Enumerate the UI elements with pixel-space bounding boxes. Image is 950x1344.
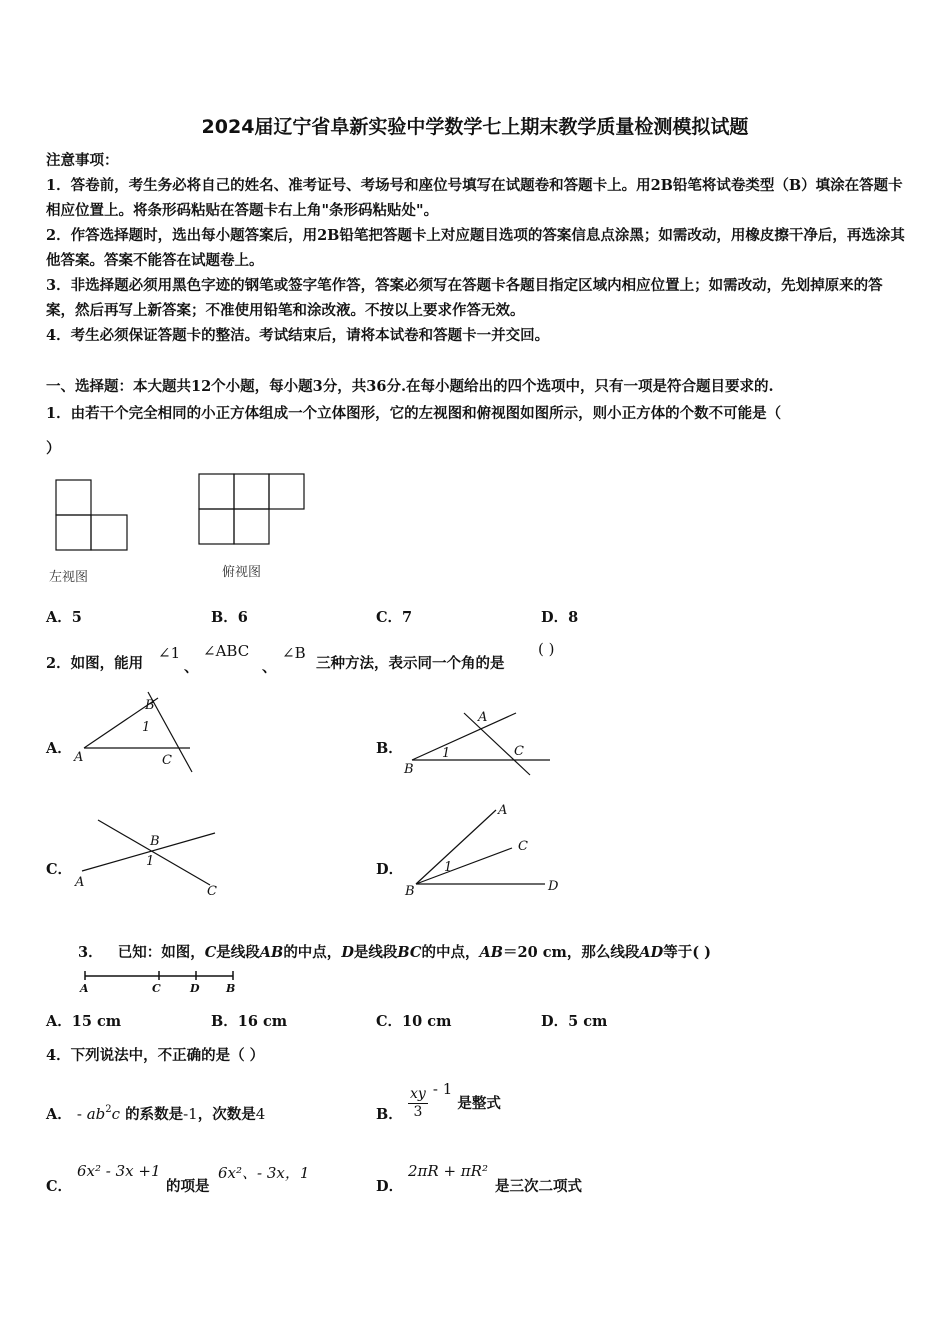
q3-text: 已知：如图，: [117, 944, 205, 961]
q3-var: AB: [259, 944, 284, 961]
q4-option-c-label: C．: [46, 1178, 73, 1195]
page-title: 2024届辽宁省阜新实验中学数学七上期末教学质量检测模拟试题: [201, 116, 749, 138]
q4-a-expression: [77, 1105, 120, 1123]
q3-option-d: D．5 cm: [541, 1013, 608, 1030]
q2-stem-prefix: 2．如图，能用: [46, 655, 144, 672]
q4-option-label: A．: [46, 1106, 72, 1123]
q4-option-b-label: B．: [376, 1106, 403, 1123]
fig-label: A: [478, 710, 488, 725]
q4-d-text: 是三次二项式: [495, 1178, 582, 1195]
fig-label: 1: [444, 860, 453, 875]
q4-c-text: 的项是: [166, 1178, 210, 1195]
q3-var: AB: [479, 944, 503, 961]
q1-option-b: B．6: [211, 609, 248, 626]
fig-label: A: [80, 982, 89, 995]
q1-left-view-figure: [50, 476, 140, 556]
q4-stem: 4．下列说法中，不正确的是（ ）: [46, 1047, 265, 1064]
fig-label: C: [207, 884, 217, 899]
fig-label: D: [548, 879, 559, 894]
q3-text: 的中点，: [421, 944, 480, 961]
fraction-denominator: 3: [413, 1104, 423, 1120]
math-text: c: [111, 1105, 121, 1123]
q4-option-a: [46, 1103, 265, 1124]
q2-option-b-label: B．: [376, 740, 403, 757]
q4-text: 是整式: [457, 1095, 501, 1112]
q1-top-view-label: 俯视图: [222, 565, 262, 580]
q1-option-d: D．8: [541, 609, 579, 626]
q2-figure-d: [400, 798, 570, 898]
fig-label: A: [498, 803, 508, 818]
notes-item: 4．考生必须保证答题卡的整洁。考试结束后，请将本试卷和答题卡一并交回。: [46, 327, 550, 344]
fig-label: B: [404, 762, 414, 777]
q3-text: ＝20 cm，那么线段: [502, 944, 640, 961]
q3-option-b: B．16 cm: [211, 1013, 288, 1030]
fig-label: 1: [142, 720, 151, 735]
math-text: -: [76, 1105, 82, 1123]
q1-option-a: A．5: [46, 609, 82, 626]
q3-option-a: A．15 cm: [46, 1013, 122, 1030]
q4-c-expression: 6x² - 3x +1: [77, 1162, 161, 1180]
math-text: ab: [86, 1105, 106, 1123]
q3-number: 3．: [78, 944, 103, 961]
fig-label: B: [145, 698, 155, 713]
fig-label: A: [74, 750, 84, 765]
q2-paren: ( ): [538, 640, 555, 658]
fig-label: C: [514, 744, 524, 759]
q4-option-d-label: D．: [376, 1178, 404, 1195]
q3-stem: [78, 941, 711, 962]
section-heading: 一、选择题：本大题共12个小题，每小题3分，共36分.在每小题给出的四个选项中，只有一项是符合题目要求的.: [46, 378, 774, 395]
q3-var: AD: [639, 944, 664, 961]
notes-section: [46, 148, 906, 348]
q2-stem-suffix: 三种方法，表示同一个角的是: [316, 655, 505, 672]
fig-label: 1: [146, 854, 155, 869]
q2-angle-b: ∠B: [282, 644, 306, 662]
math-text: -1: [183, 1105, 198, 1123]
q3-var: C: [204, 944, 217, 961]
q1-option-c: C．7: [376, 609, 413, 626]
q2-sep: 、: [262, 659, 277, 676]
q1-stem: 1．由若干个完全相同的小正方体组成一个立体图形，它的左视图和俯视图如图所示，则小正方体的个数不可能是（: [46, 405, 782, 422]
math-exp: 2: [105, 1104, 112, 1115]
q4-text: 的系数是: [125, 1106, 184, 1123]
fig-label: B: [405, 884, 415, 899]
q2-sep: 、: [184, 659, 199, 676]
notes-item: 2．作答选择题时，选出每小题答案后，用2B铅笔把答题卡上对应题目选项的答案信息点涂黑；如需改动，用橡皮擦干净后，再选涂其他答案。答案不能答在试题卷上。: [46, 227, 905, 269]
q1-stem-end: ）: [46, 440, 61, 457]
q4-d-expression: 2πR + πR²: [408, 1162, 488, 1180]
fig-label: 1: [442, 746, 451, 761]
fraction-numerator: xy: [410, 1086, 426, 1102]
q2-angle-abc: ∠ABC: [203, 642, 250, 660]
fig-label: B: [150, 834, 160, 849]
math-text: - 1: [432, 1080, 453, 1098]
q2-figure-c: [70, 815, 225, 900]
q3-var: D: [341, 944, 354, 961]
q3-option-c: C．10 cm: [376, 1013, 452, 1030]
q3-text: 的中点，: [283, 944, 342, 961]
q4-option-b: [408, 1080, 501, 1121]
fig-label: B: [226, 982, 236, 995]
q3-text: 是线段: [216, 944, 260, 961]
fig-label: C: [518, 839, 528, 854]
q4-b-fraction: [408, 1086, 428, 1121]
q2-figure-b: [400, 705, 555, 780]
q3-text: 等于( ): [663, 944, 711, 961]
notes-item: 1．答卷前，考生务必将自己的姓名、准考证号、考场号和座位号填写在试题卷和答题卡上。用2B铅笔将试卷类型（B）填涂在答题卡相应位置上。将条形码粘贴在答题卡右上角"条形码粘贴处"。: [46, 177, 903, 219]
q2-option-d-label: D．: [376, 861, 404, 878]
q4-text: ，次数是: [197, 1106, 256, 1123]
q3-text: 是线段: [353, 944, 398, 961]
q3-var: BC: [397, 944, 422, 961]
q3-segment-figure: [80, 968, 240, 998]
q4-c-terms: 6x²、- 3x，1: [218, 1164, 310, 1182]
q2-figure-a: [70, 690, 200, 780]
q2-angle-1: ∠1: [158, 644, 181, 662]
q1-left-view-label: 左视图: [49, 570, 89, 585]
q2-option-a-label: A．: [46, 740, 72, 757]
fig-label: C: [152, 982, 161, 995]
fig-label: C: [162, 753, 172, 768]
notes-heading: 注意事项：: [46, 152, 119, 169]
fig-label: D: [190, 982, 200, 995]
q1-top-view-figure: [196, 472, 311, 548]
q2-option-c-label: C．: [46, 861, 73, 878]
fig-label: A: [75, 875, 85, 890]
notes-item: 3．非选择题必须用黑色字迹的钢笔或签字笔作答，答案必须写在答题卡各题目指定区域内相应位置上；如需改动，先划掉原来的答案，然后再写上新答案；不准使用铅笔和涂改液。不按以上要求作答无效。: [46, 277, 883, 319]
math-text: 4: [255, 1105, 266, 1123]
